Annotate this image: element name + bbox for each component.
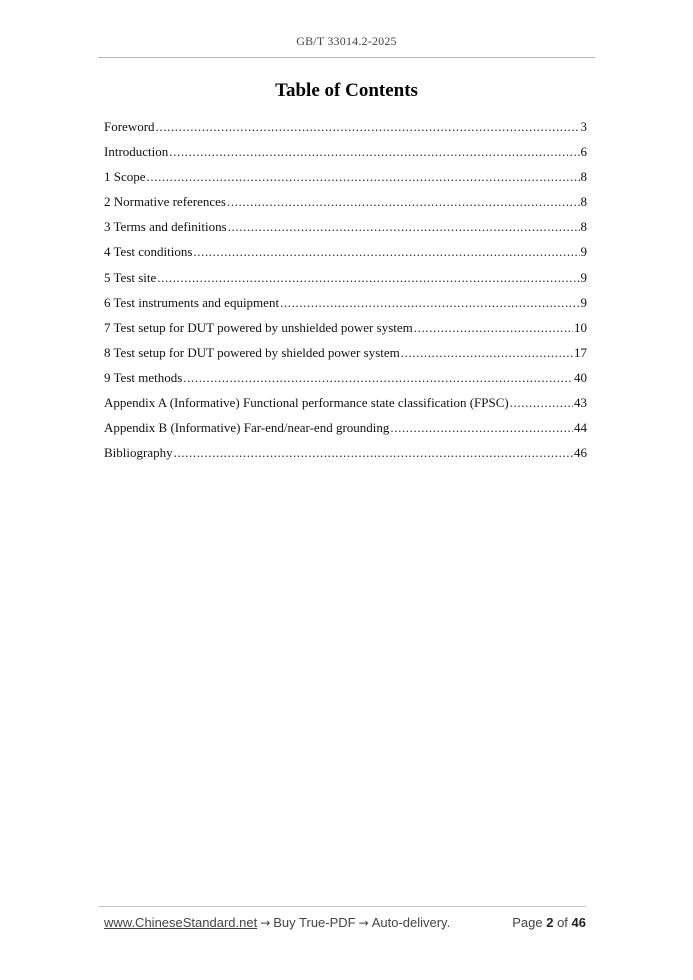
site-link[interactable]: www.ChineseStandard.net xyxy=(104,915,258,930)
toc-dot-leader xyxy=(147,164,580,189)
arrow-right-icon: → xyxy=(358,916,369,930)
toc-dot-leader xyxy=(156,114,580,139)
toc-entry-label: Bibliography xyxy=(104,445,173,461)
page-word: Page xyxy=(512,915,543,930)
footer-divider xyxy=(98,906,586,907)
toc-entry-label: Appendix A (Informative) Functional performance state classification (FPSC) xyxy=(104,395,509,411)
toc-entry-label: 5 Test site xyxy=(104,269,157,285)
toc-dot-leader xyxy=(183,365,573,390)
toc-entry-page: 44 xyxy=(574,420,587,436)
toc-entry-label: Foreword xyxy=(104,119,155,134)
toc-dot-leader xyxy=(193,239,579,264)
toc-entry-label: Appendix B (Informative) Far-end/near-end grounding xyxy=(104,420,390,436)
toc-dot-leader xyxy=(169,139,579,164)
toc-entry[interactable] xyxy=(104,390,587,415)
toc-entry-page: 46 xyxy=(574,445,587,461)
toc-entry[interactable] xyxy=(104,290,587,315)
toc-entry[interactable] xyxy=(104,189,587,214)
toc-entry-page: 8 xyxy=(580,194,587,210)
document-header xyxy=(0,34,693,49)
toc-entry[interactable] xyxy=(104,239,587,264)
toc-entry-page: 6 xyxy=(580,144,587,160)
toc-entry[interactable] xyxy=(104,164,587,189)
toc-entry[interactable] xyxy=(104,340,587,365)
toc-entry-page: 8 xyxy=(580,219,587,235)
toc-dot-leader xyxy=(401,340,573,365)
toc-entry-page: 17 xyxy=(574,344,587,360)
toc-dot-leader xyxy=(174,440,573,465)
toc-dot-leader xyxy=(228,214,580,239)
toc-entry-page: 9 xyxy=(580,269,587,285)
toc-entry-page: 8 xyxy=(580,169,587,185)
page-title: Table of Contents xyxy=(275,80,418,101)
table-of-contents xyxy=(104,114,587,465)
page-footer xyxy=(104,915,586,930)
toc-entry-page: 40 xyxy=(574,369,587,385)
toc-dot-leader xyxy=(227,189,580,214)
toc-entry[interactable] xyxy=(104,415,587,440)
toc-entry[interactable] xyxy=(104,114,587,139)
toc-dot-leader xyxy=(280,290,579,315)
toc-entry-page: 10 xyxy=(574,319,587,335)
toc-entry-page: 43 xyxy=(574,395,587,411)
toc-entry-label: 2 Normative references xyxy=(104,194,226,210)
arrow-right-icon: → xyxy=(260,916,271,930)
toc-dot-leader xyxy=(157,265,579,290)
toc-entry[interactable] xyxy=(104,214,587,239)
toc-entry-label: 9 Test methods xyxy=(104,369,183,385)
toc-entry-label: 4 Test conditions xyxy=(104,244,193,260)
toc-entry[interactable] xyxy=(104,265,587,290)
toc-entry-label: 7 Test setup for DUT powered by unshielded power system xyxy=(104,319,413,335)
toc-entry-label: 8 Test setup for DUT powered by shielded power system xyxy=(104,344,400,360)
toc-dot-leader xyxy=(414,315,573,340)
toc-entry-label: Introduction xyxy=(104,144,169,160)
toc-entry[interactable] xyxy=(104,440,587,465)
footer-promo xyxy=(104,915,450,930)
toc-dot-leader xyxy=(390,415,573,440)
toc-entry[interactable] xyxy=(104,315,587,340)
toc-entry-label: 6 Test instruments and equipment xyxy=(104,294,280,310)
toc-entry[interactable] xyxy=(104,365,587,390)
page-of: of xyxy=(557,915,568,930)
toc-entry-label: 1 Scope xyxy=(104,169,146,185)
footer-delivery-text: Auto-delivery. xyxy=(371,915,451,930)
page-total: 46 xyxy=(571,915,586,930)
toc-entry[interactable] xyxy=(104,139,587,164)
toc-entry-page: 9 xyxy=(580,294,587,310)
toc-entry-page: 3 xyxy=(580,119,587,134)
toc-entry-page: 9 xyxy=(580,244,587,260)
toc-entry-label: 3 Terms and definitions xyxy=(104,219,227,235)
footer-buy-text: Buy True-PDF xyxy=(273,915,356,930)
document-code: GB/T 33014.2-2025 xyxy=(296,34,397,48)
page-number xyxy=(512,915,586,930)
header-divider xyxy=(98,57,595,58)
toc-dot-leader xyxy=(510,390,573,415)
page-current: 2 xyxy=(546,915,554,930)
